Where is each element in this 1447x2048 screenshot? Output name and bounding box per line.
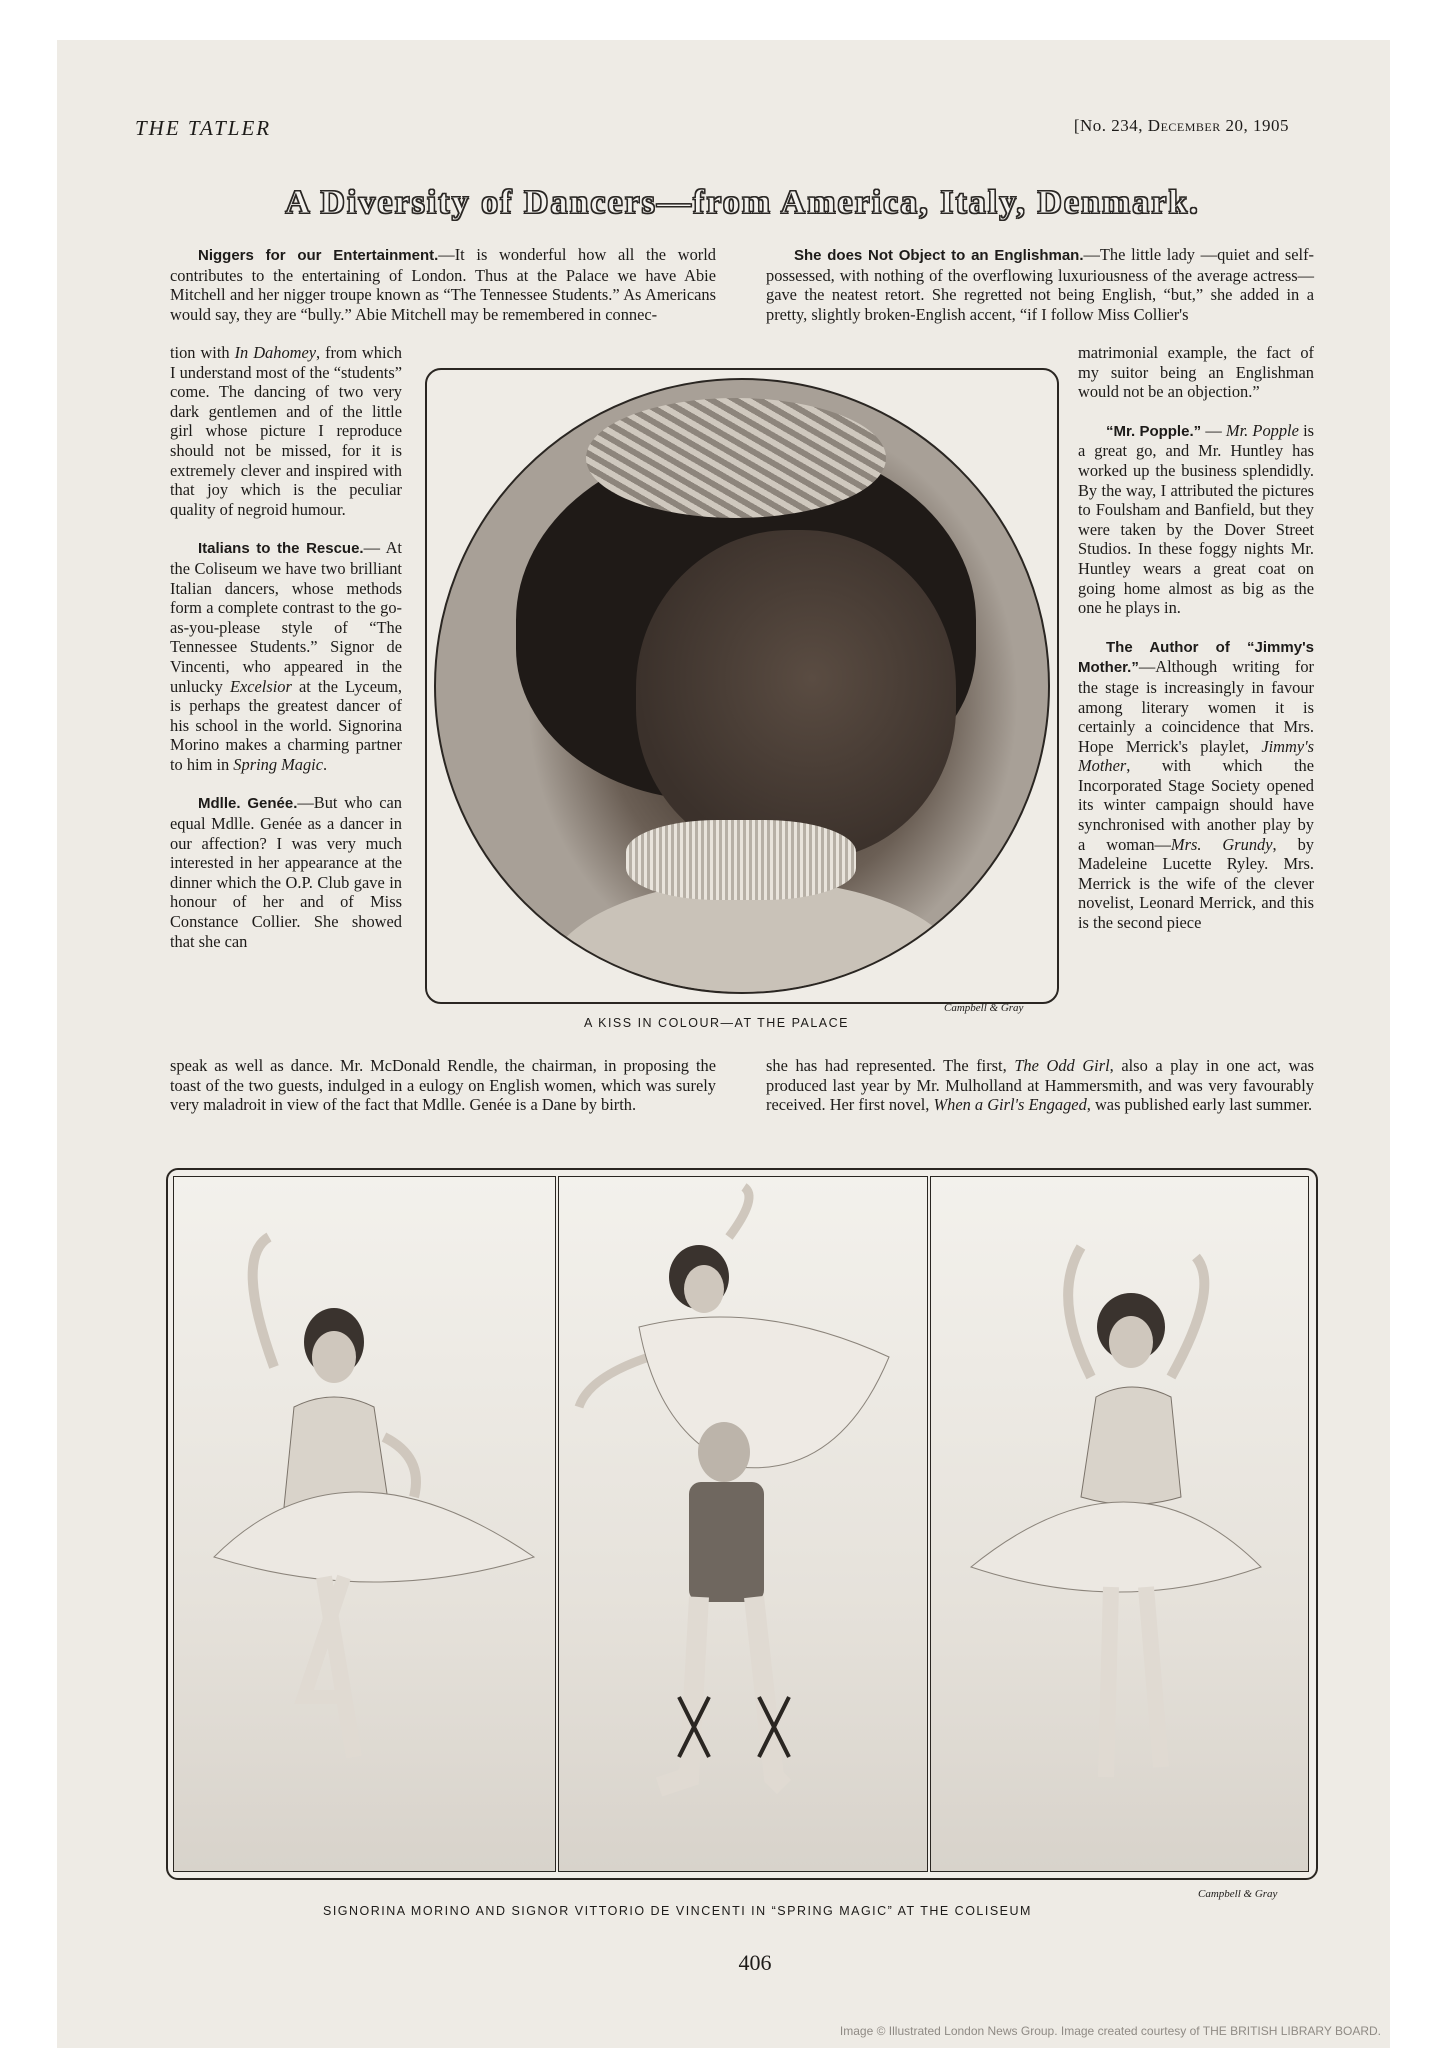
title-jimmys-mother: Jimmy's Mother	[1078, 736, 1314, 776]
para-text: at the Lyceum, is perhaps the greatest dancer of his school in the world. Signorina Morino makes a charming partner to him in	[170, 676, 403, 774]
portrait-hair-bow	[586, 398, 886, 518]
para-text: , with which the Incorporated Stage Society opened its winter campaign should have synchronised with another play by a woman—	[1078, 756, 1314, 854]
right-top-paragraph	[766, 245, 1314, 324]
para-text: , also a play in one act, was produced last year by Mr. Mulholland at Hammersmith, and was very favourably received. Her first novel,	[766, 1056, 1314, 1115]
right-bottom-paragraph	[766, 1056, 1314, 1115]
para-text: , was published early last summer.	[1086, 1095, 1313, 1115]
issue-date: December 20, 1905	[1147, 116, 1289, 135]
para-text: —Although writing for the stage is increasingly in favour among literary women it is certainly a coincidence that Mrs. Hope Merrick's playlet,	[1078, 657, 1314, 756]
page-title: A Diversity of Dancers—from America, Italy, Denmark.	[285, 184, 1200, 221]
portrait-lace-collar	[626, 820, 856, 900]
para-text: —	[1201, 420, 1226, 440]
portrait-face	[636, 530, 956, 860]
lead-italians: Italians to the Rescue.	[198, 540, 364, 558]
para-text: —But who can equal Mdlle. Genée as a dancer in our affection? I was very much interested in her appearance at the dinner which the O.P. Club gave in honour of her and of Miss Constance Collier. She showed that she can	[170, 793, 402, 951]
portrait-photo	[434, 378, 1050, 994]
right-narrow-column	[1078, 343, 1314, 933]
para-text: —It is wonderful how all the world contributes to the entertaining of London. Thus at the Palace we have Abie Mitchell and her nigger troupe known as “The Tennessee Students.” As Americans would say, they are “bully.” Abie Mitchell may be remembered in connec-	[170, 245, 716, 324]
title-excelsior: Excelsior	[229, 676, 292, 696]
issue-number: [No. 234,	[1073, 116, 1144, 135]
para-text: , by Madeleine Lucette Ryley. Mrs. Merrick is the wife of the clever novelist, Leonard Merrick, and this is the second piece	[1078, 834, 1315, 933]
para-text: —The little lady —quiet and self-possessed, with nothing of the overflowing luxuriousness of the average actress—gave the neatest retort. She regretted not being English, “but,” she added in a pretty, slightly broken-English accent, “if I follow Miss Collier's	[766, 245, 1314, 324]
left-narrow-column	[170, 343, 402, 951]
para-text: she has had represented. The first,	[766, 1056, 1015, 1075]
lead-author: The Author of “Jimmy's Mother.”	[1078, 638, 1314, 677]
lead-genee: Mdlle. Genée.	[198, 795, 298, 813]
title-spring-magic: Spring Magic	[233, 754, 323, 774]
dancer-left-figure	[174, 1177, 555, 1871]
lead-popple: “Mr. Popple.”	[1106, 422, 1202, 440]
footer-credit: Image © Illustrated London News Group. Image created courtesy of THE BRITISH LIBRARY BOARD.	[839, 2024, 1381, 2038]
title-in-dahomey: In Dahomey	[234, 343, 317, 362]
portrait-credit: Campbell & Gray	[944, 1002, 1024, 1014]
dancers-credit: Campbell & Gray	[1198, 1888, 1278, 1900]
dancer-panel-left	[173, 1176, 556, 1872]
para-text: matrimonial example, the fact of my suitor being an Englishman would not be an objection.”	[1078, 343, 1314, 402]
para-text: — At the Coliseum we have two brilliant Italian dancers, whose methods form a complete contrast to the go-as-you-please style of “The Tennessee Students.” Signor de Vincenti, who appeared in the unlucky	[170, 538, 402, 696]
left-bottom-paragraph	[170, 1056, 716, 1115]
para-text: is a great go, and Mr. Huntley has worked up the business splendidly. By the way, I attributed the pictures to Foulsham and Banfield, but they were taken by the Dover Street Studios. In these foggy nights Mr. Huntley wears a great coat on going home almost as big as the one he plays in.	[1078, 420, 1315, 618]
left-top-paragraph	[170, 245, 716, 324]
para-text: .	[322, 754, 328, 774]
dancer-panel-right	[930, 1176, 1309, 1872]
dancer-right-figure	[931, 1177, 1308, 1871]
dancer-panel-center	[558, 1176, 928, 1872]
page-number: 406	[738, 1950, 772, 1975]
title-when-a-girls-engaged: When a Girl's Engaged	[933, 1095, 1087, 1115]
dancer-center-figure	[559, 1177, 927, 1871]
portrait-caption: A KISS IN COLOUR—AT THE PALACE	[584, 1016, 849, 1030]
para-text: tion with	[170, 343, 235, 362]
title-mrs-grundy: Mrs. Grundy	[1170, 834, 1273, 854]
lead-englishman: She does Not Object to an Englishman.	[794, 247, 1084, 264]
issue-line	[1074, 116, 1289, 136]
para-text: speak as well as dance. Mr. McDonald Rendle, the chairman, in proposing the toast of the two guests, indulged in a eulogy on English women, which was surely very maladroit in view of the fact that Mdlle. Genée is a Dane by birth.	[170, 1056, 716, 1115]
dancers-caption: SIGNORINA MORINO AND SIGNOR VITTORIO DE VINCENTI IN “SPRING MAGIC” AT THE COLISEUM	[323, 1904, 1032, 1918]
para-text: , from which I understand most of the “students” come. The dancing of two very dark gentlemen and of the little girl whose picture I reproduce should not be missed, for it is extremely clever and inspired with that joy which is the peculiar quality of negroid humour.	[170, 343, 402, 519]
masthead: THE TATLER	[135, 116, 272, 140]
title-odd-girl: The Odd Girl	[1014, 1056, 1110, 1075]
lead-niggers: Niggers for our Entertainment.	[198, 247, 439, 264]
title-mr-popple: Mr. Popple	[1225, 420, 1299, 440]
